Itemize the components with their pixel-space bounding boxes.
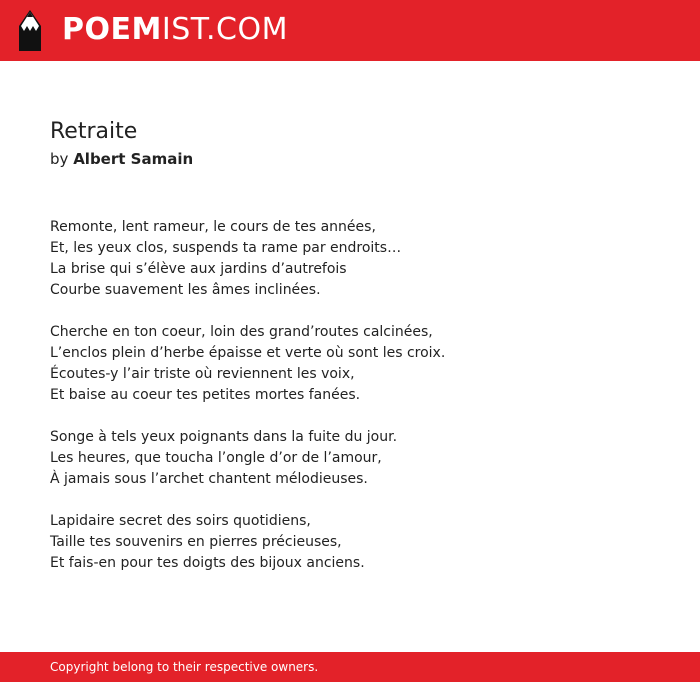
poem-line: Et fais-en pour tes doigts des bijoux anciens.: [50, 555, 365, 571]
poem-title: Retraite: [50, 119, 138, 144]
stanza: [50, 217, 670, 301]
poem-line: Et baise au coeur tes petites mortes fanées.: [50, 387, 361, 403]
poem-line: Les heures, que toucha l’ongle d’or de l’amour,: [50, 450, 382, 466]
poem-line: Courbe suavement les âmes inclinées.: [50, 282, 321, 298]
copyright-notice: Copyright belong to their respective owners.: [50, 660, 319, 674]
site-header: [0, 0, 700, 61]
poem-line: Songe à tels yeux poignants dans la fuite du jour.: [50, 429, 398, 445]
poem-line: Taille tes souvenirs en pierres précieuses,: [50, 534, 342, 550]
poem-content: [50, 118, 670, 595]
poem-line: L’enclos plein d’herbe épaisse et verte où sont les croix.: [50, 345, 446, 361]
poem-line: Écoutes-y l’air triste où reviennent les voix,: [50, 366, 355, 382]
poem-line: Et, les yeux clos, suspends ta rame par endroits…: [50, 240, 402, 256]
poem-line: La brise qui s’élève aux jardins d’autrefois: [50, 261, 347, 277]
stanza: [50, 427, 670, 490]
poem-line: À jamais sous l’archet chantent mélodieuses.: [50, 471, 368, 487]
poem-line: Remonte, lent rameur, le cours de tes années,: [50, 219, 376, 235]
byline: [50, 147, 670, 171]
author-name: Albert Samain: [73, 150, 194, 168]
poem-line: Lapidaire secret des soirs quotidiens,: [50, 513, 311, 529]
pencil-icon[interactable]: [19, 10, 41, 51]
stanza: [50, 322, 670, 406]
poem-body: [50, 217, 670, 574]
site-footer: [0, 652, 700, 682]
byline-prefix: by: [50, 150, 69, 168]
stanza: [50, 511, 670, 574]
logo-text-light: IST.COM: [161, 12, 288, 47]
site-logo[interactable]: [62, 12, 288, 48]
logo-text-bold: POEM: [62, 12, 162, 47]
poem-line: Cherche en ton coeur, loin des grand’routes calcinées,: [50, 324, 433, 340]
